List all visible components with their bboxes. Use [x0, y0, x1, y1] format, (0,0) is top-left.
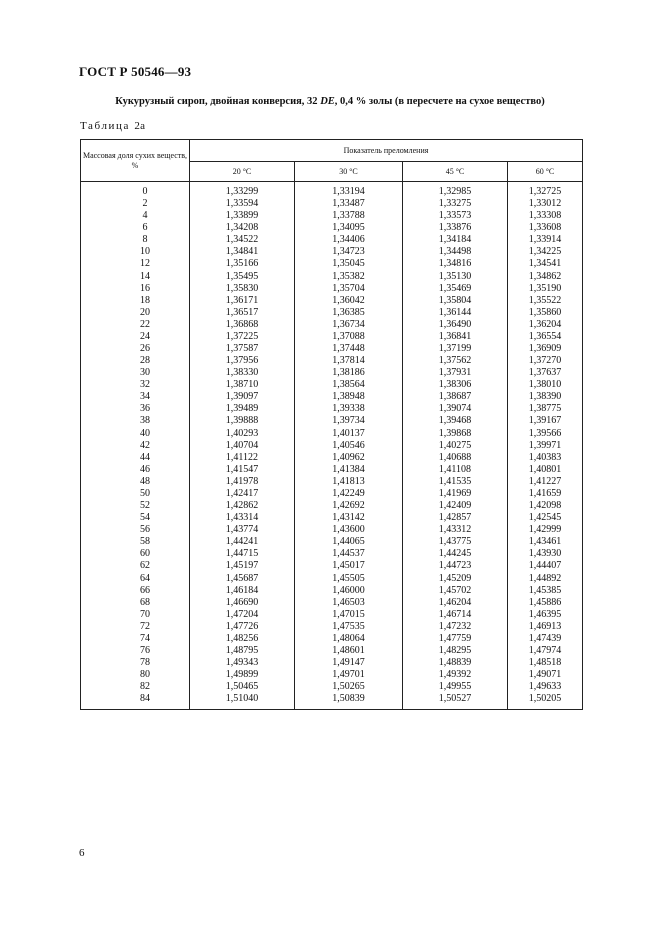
- table-row: [81, 258, 583, 270]
- refractive-index-cell: 1,41969: [403, 488, 508, 500]
- table-title: [80, 96, 580, 107]
- mass-fraction-cell: 64: [81, 573, 190, 585]
- temp-header-30: 30 °С: [295, 162, 403, 182]
- mass-fraction-cell: 10: [81, 246, 190, 258]
- refractive-index-cell: 1,36490: [403, 319, 508, 331]
- refractive-index-cell: 1,36385: [295, 307, 403, 319]
- table-row: [81, 307, 583, 319]
- refractive-index-cell: 1,39468: [403, 415, 508, 427]
- mass-fraction-cell: 50: [81, 488, 190, 500]
- refractive-index-cell: 1,43314: [190, 512, 295, 524]
- refractive-index-cell: 1,36868: [190, 319, 295, 331]
- refractive-index-cell: 1,41535: [403, 476, 508, 488]
- refractive-index-cell: 1,35522: [508, 295, 583, 307]
- refractive-index-cell: 1,35382: [295, 271, 403, 283]
- refractive-index-cell: 1,40137: [295, 428, 403, 440]
- refractive-index-cell: 1,42692: [295, 500, 403, 512]
- table-row: [81, 246, 583, 258]
- refractive-index-cell: 1,50205: [508, 693, 583, 710]
- mass-fraction-cell: 72: [81, 621, 190, 633]
- table-row: [81, 234, 583, 246]
- refractive-index-cell: 1,38186: [295, 367, 403, 379]
- refractive-index-cell: 1,41122: [190, 452, 295, 464]
- refractive-index-cell: 1,44723: [403, 560, 508, 572]
- mass-fraction-cell: 12: [81, 258, 190, 270]
- table-row: [81, 391, 583, 403]
- table-row: [81, 428, 583, 440]
- refractive-index-cell: 1,40546: [295, 440, 403, 452]
- mass-fraction-cell: 38: [81, 415, 190, 427]
- refractive-index-cell: 1,36204: [508, 319, 583, 331]
- mass-fraction-cell: 6: [81, 222, 190, 234]
- refractive-index-cell: 1,49899: [190, 669, 295, 681]
- mass-fraction-cell: 30: [81, 367, 190, 379]
- refractive-index-cell: 1,37587: [190, 343, 295, 355]
- refractive-index-cell: 1,35130: [403, 271, 508, 283]
- refractive-index-header: Показатель преломления: [190, 140, 583, 162]
- refractive-index-cell: 1,45702: [403, 585, 508, 597]
- refractive-index-cell: 1,33914: [508, 234, 583, 246]
- refractive-index-cell: 1,33308: [508, 210, 583, 222]
- refractive-index-cell: 1,46204: [403, 597, 508, 609]
- table-row: [81, 657, 583, 669]
- refractive-index-cell: 1,38710: [190, 379, 295, 391]
- table-row: [81, 633, 583, 645]
- refractive-index-cell: 1,43930: [508, 548, 583, 560]
- mass-fraction-cell: 54: [81, 512, 190, 524]
- table-row: [81, 367, 583, 379]
- mass-fraction-cell: 42: [81, 440, 190, 452]
- refractive-index-cell: 1,42857: [403, 512, 508, 524]
- refractive-index-cell: 1,50527: [403, 693, 508, 710]
- table-row: [81, 560, 583, 572]
- mass-fraction-cell: 68: [81, 597, 190, 609]
- refractive-index-cell: 1,46690: [190, 597, 295, 609]
- table-row: [81, 210, 583, 222]
- refractive-index-cell: 1,39734: [295, 415, 403, 427]
- refractive-index-cell: 1,43142: [295, 512, 403, 524]
- refractive-index-cell: 1,47974: [508, 645, 583, 657]
- refractive-index-cell: 1,36909: [508, 343, 583, 355]
- table-row: [81, 415, 583, 427]
- refractive-index-cell: 1,33594: [190, 198, 295, 210]
- mass-fraction-cell: 58: [81, 536, 190, 548]
- refractive-index-cell: 1,33012: [508, 198, 583, 210]
- refractive-index-cell: 1,37637: [508, 367, 583, 379]
- refractive-index-cell: 1,33299: [190, 182, 295, 199]
- table-row: [81, 295, 583, 307]
- refractive-index-cell: 1,32985: [403, 182, 508, 199]
- refractive-index-cell: 1,35830: [190, 283, 295, 295]
- mass-fraction-cell: 52: [81, 500, 190, 512]
- refractive-index-cell: 1,33608: [508, 222, 583, 234]
- mass-fraction-header: Массовая доля сухих веществ, %: [81, 140, 190, 182]
- mass-fraction-cell: 24: [81, 331, 190, 343]
- refractive-index-cell: 1,35860: [508, 307, 583, 319]
- table-row: [81, 512, 583, 524]
- refractive-index-cell: 1,42999: [508, 524, 583, 536]
- refractive-index-cell: 1,34208: [190, 222, 295, 234]
- refractive-index-cell: 1,49955: [403, 681, 508, 693]
- table-row: [81, 379, 583, 391]
- table-row: [81, 452, 583, 464]
- mass-fraction-cell: 76: [81, 645, 190, 657]
- refractive-index-cell: 1,39097: [190, 391, 295, 403]
- refractive-index-cell: 1,49392: [403, 669, 508, 681]
- mass-fraction-cell: 34: [81, 391, 190, 403]
- refractive-index-cell: 1,38564: [295, 379, 403, 391]
- table-row: [81, 271, 583, 283]
- refractive-index-cell: 1,41813: [295, 476, 403, 488]
- refractive-index-cell: 1,41227: [508, 476, 583, 488]
- mass-fraction-cell: 32: [81, 379, 190, 391]
- table-row: [81, 476, 583, 488]
- table-row: [81, 597, 583, 609]
- mass-fraction-cell: 56: [81, 524, 190, 536]
- refractive-index-cell: 1,33573: [403, 210, 508, 222]
- refractive-index-cell: 1,38390: [508, 391, 583, 403]
- refractive-index-cell: 1,42409: [403, 500, 508, 512]
- refractive-index-cell: 1,45197: [190, 560, 295, 572]
- mass-fraction-cell: 40: [81, 428, 190, 440]
- refractive-index-cell: 1,40704: [190, 440, 295, 452]
- refractive-index-cell: 1,47439: [508, 633, 583, 645]
- refractive-index-cell: 1,46395: [508, 609, 583, 621]
- refractive-index-cell: 1,47759: [403, 633, 508, 645]
- refractive-index-cell: 1,50265: [295, 681, 403, 693]
- refractive-index-cell: 1,42862: [190, 500, 295, 512]
- refractive-index-cell: 1,43775: [403, 536, 508, 548]
- table-row: [81, 331, 583, 343]
- refractive-index-cell: 1,32725: [508, 182, 583, 199]
- page-number: 6: [79, 847, 85, 859]
- refractive-index-table: [80, 139, 583, 710]
- refractive-index-cell: 1,38948: [295, 391, 403, 403]
- refractive-index-cell: 1,51040: [190, 693, 295, 710]
- refractive-index-cell: 1,40801: [508, 464, 583, 476]
- refractive-index-cell: 1,35190: [508, 283, 583, 295]
- refractive-index-cell: 1,42249: [295, 488, 403, 500]
- refractive-index-cell: 1,42098: [508, 500, 583, 512]
- refractive-index-cell: 1,42545: [508, 512, 583, 524]
- refractive-index-cell: 1,47726: [190, 621, 295, 633]
- refractive-index-cell: 1,38687: [403, 391, 508, 403]
- refractive-index-cell: 1,41384: [295, 464, 403, 476]
- refractive-index-cell: 1,43774: [190, 524, 295, 536]
- refractive-index-cell: 1,39888: [190, 415, 295, 427]
- refractive-index-cell: 1,45017: [295, 560, 403, 572]
- refractive-index-cell: 1,40275: [403, 440, 508, 452]
- refractive-index-cell: 1,44241: [190, 536, 295, 548]
- refractive-index-cell: 1,43312: [403, 524, 508, 536]
- refractive-index-cell: 1,36171: [190, 295, 295, 307]
- title-text-start: Кукурузный сироп, двойная конверсия, 32: [115, 96, 321, 107]
- refractive-index-cell: 1,49071: [508, 669, 583, 681]
- refractive-index-cell: 1,40293: [190, 428, 295, 440]
- refractive-index-cell: 1,37931: [403, 367, 508, 379]
- refractive-index-cell: 1,39074: [403, 403, 508, 415]
- refractive-index-cell: 1,45385: [508, 585, 583, 597]
- refractive-index-cell: 1,44715: [190, 548, 295, 560]
- mass-fraction-cell: 14: [81, 271, 190, 283]
- table-row: [81, 319, 583, 331]
- refractive-index-cell: 1,49701: [295, 669, 403, 681]
- mass-fraction-cell: 60: [81, 548, 190, 560]
- mass-fraction-cell: 22: [81, 319, 190, 331]
- refractive-index-cell: 1,47204: [190, 609, 295, 621]
- refractive-index-cell: 1,46714: [403, 609, 508, 621]
- mass-fraction-cell: 80: [81, 669, 190, 681]
- refractive-index-cell: 1,37448: [295, 343, 403, 355]
- refractive-index-cell: 1,35704: [295, 283, 403, 295]
- refractive-index-cell: 1,39489: [190, 403, 295, 415]
- refractive-index-cell: 1,38775: [508, 403, 583, 415]
- table-row: [81, 585, 583, 597]
- title-text-end: , 0,4 % золы (в пересчете на сухое вещество): [334, 96, 545, 107]
- refractive-index-cell: 1,34406: [295, 234, 403, 246]
- refractive-index-cell: 1,43600: [295, 524, 403, 536]
- refractive-index-cell: 1,50465: [190, 681, 295, 693]
- mass-fraction-cell: 46: [81, 464, 190, 476]
- table-row: [81, 283, 583, 295]
- table-row: [81, 198, 583, 210]
- table-row: [81, 524, 583, 536]
- table-row: [81, 488, 583, 500]
- refractive-index-cell: 1,40962: [295, 452, 403, 464]
- refractive-index-cell: 1,48795: [190, 645, 295, 657]
- refractive-index-cell: 1,34816: [403, 258, 508, 270]
- refractive-index-cell: 1,48839: [403, 657, 508, 669]
- document-header: ГОСТ Р 50546—93: [79, 64, 192, 79]
- refractive-index-cell: 1,44065: [295, 536, 403, 548]
- refractive-index-cell: 1,46000: [295, 585, 403, 597]
- refractive-index-cell: 1,37088: [295, 331, 403, 343]
- temp-header-20: 20 °С: [190, 162, 295, 182]
- table-row: [81, 548, 583, 560]
- refractive-index-cell: 1,48295: [403, 645, 508, 657]
- refractive-index-cell: 1,36144: [403, 307, 508, 319]
- refractive-index-cell: 1,39167: [508, 415, 583, 427]
- mass-fraction-cell: 8: [81, 234, 190, 246]
- refractive-index-cell: 1,45209: [403, 573, 508, 585]
- table-row: [81, 440, 583, 452]
- refractive-index-cell: 1,48601: [295, 645, 403, 657]
- mass-fraction-cell: 82: [81, 681, 190, 693]
- refractive-index-cell: 1,48256: [190, 633, 295, 645]
- refractive-index-cell: 1,41547: [190, 464, 295, 476]
- refractive-index-cell: 1,36841: [403, 331, 508, 343]
- refractive-index-cell: 1,45505: [295, 573, 403, 585]
- table-row: [81, 182, 583, 199]
- refractive-index-cell: 1,46503: [295, 597, 403, 609]
- refractive-index-cell: 1,42417: [190, 488, 295, 500]
- refractive-index-cell: 1,34723: [295, 246, 403, 258]
- refractive-index-cell: 1,44407: [508, 560, 583, 572]
- table-row: [81, 403, 583, 415]
- mass-fraction-cell: 36: [81, 403, 190, 415]
- mass-fraction-cell: 28: [81, 355, 190, 367]
- refractive-index-cell: 1,37270: [508, 355, 583, 367]
- refractive-index-cell: 1,35469: [403, 283, 508, 295]
- mass-fraction-cell: 74: [81, 633, 190, 645]
- table-row: [81, 681, 583, 693]
- refractive-index-cell: 1,41659: [508, 488, 583, 500]
- refractive-index-cell: 1,38010: [508, 379, 583, 391]
- refractive-index-cell: 1,33788: [295, 210, 403, 222]
- refractive-index-cell: 1,34095: [295, 222, 403, 234]
- refractive-index-cell: 1,44245: [403, 548, 508, 560]
- refractive-index-cell: 1,34184: [403, 234, 508, 246]
- mass-fraction-cell: 78: [81, 657, 190, 669]
- refractive-index-cell: 1,36554: [508, 331, 583, 343]
- refractive-index-cell: 1,34225: [508, 246, 583, 258]
- refractive-index-cell: 1,48064: [295, 633, 403, 645]
- mass-fraction-cell: 48: [81, 476, 190, 488]
- refractive-index-cell: 1,49633: [508, 681, 583, 693]
- refractive-index-cell: 1,35166: [190, 258, 295, 270]
- refractive-index-cell: 1,35045: [295, 258, 403, 270]
- table-row: [81, 609, 583, 621]
- refractive-index-cell: 1,38306: [403, 379, 508, 391]
- refractive-index-cell: 1,47232: [403, 621, 508, 633]
- refractive-index-cell: 1,33876: [403, 222, 508, 234]
- refractive-index-cell: 1,39338: [295, 403, 403, 415]
- mass-fraction-cell: 18: [81, 295, 190, 307]
- table-row: [81, 645, 583, 657]
- refractive-index-cell: 1,33275: [403, 198, 508, 210]
- mass-fraction-cell: 16: [81, 283, 190, 295]
- refractive-index-cell: 1,33194: [295, 182, 403, 199]
- table-row: [81, 343, 583, 355]
- refractive-index-cell: 1,40688: [403, 452, 508, 464]
- refractive-index-cell: 1,37562: [403, 355, 508, 367]
- temp-header-60: 60 °С: [508, 162, 583, 182]
- refractive-index-cell: 1,37225: [190, 331, 295, 343]
- temp-header-45: 45 °С: [403, 162, 508, 182]
- refractive-index-cell: 1,37814: [295, 355, 403, 367]
- refractive-index-cell: 1,33899: [190, 210, 295, 222]
- refractive-index-cell: 1,34498: [403, 246, 508, 258]
- mass-fraction-cell: 20: [81, 307, 190, 319]
- table-row: [81, 222, 583, 234]
- refractive-index-cell: 1,33487: [295, 198, 403, 210]
- table-row: [81, 669, 583, 681]
- table-row: [81, 355, 583, 367]
- refractive-index-cell: 1,45886: [508, 597, 583, 609]
- table-row: [81, 621, 583, 633]
- refractive-index-cell: 1,34541: [508, 258, 583, 270]
- refractive-index-cell: 1,46184: [190, 585, 295, 597]
- refractive-index-cell: 1,47015: [295, 609, 403, 621]
- refractive-index-cell: 1,41978: [190, 476, 295, 488]
- refractive-index-cell: 1,38330: [190, 367, 295, 379]
- refractive-index-cell: 1,37956: [190, 355, 295, 367]
- table-label: [80, 120, 145, 132]
- mass-fraction-cell: 0: [81, 182, 190, 199]
- refractive-index-cell: 1,50839: [295, 693, 403, 710]
- table-label-word: Таблица: [80, 120, 130, 132]
- table-row: [81, 536, 583, 548]
- refractive-index-cell: 1,40383: [508, 452, 583, 464]
- refractive-index-cell: 1,48518: [508, 657, 583, 669]
- refractive-index-cell: 1,46913: [508, 621, 583, 633]
- title-text-italic: DE: [320, 96, 335, 107]
- refractive-index-cell: 1,39566: [508, 428, 583, 440]
- refractive-index-cell: 1,39971: [508, 440, 583, 452]
- refractive-index-cell: 1,34862: [508, 271, 583, 283]
- table-row: [81, 693, 583, 710]
- refractive-index-cell: 1,34841: [190, 246, 295, 258]
- mass-fraction-cell: 44: [81, 452, 190, 464]
- refractive-index-cell: 1,35495: [190, 271, 295, 283]
- refractive-index-cell: 1,39868: [403, 428, 508, 440]
- refractive-index-cell: 1,44892: [508, 573, 583, 585]
- refractive-index-cell: 1,43461: [508, 536, 583, 548]
- mass-fraction-cell: 4: [81, 210, 190, 222]
- refractive-index-cell: 1,37199: [403, 343, 508, 355]
- mass-fraction-cell: 66: [81, 585, 190, 597]
- refractive-index-cell: 1,45687: [190, 573, 295, 585]
- mass-fraction-cell: 26: [81, 343, 190, 355]
- refractive-index-cell: 1,35804: [403, 295, 508, 307]
- table-label-number: 2а: [134, 120, 146, 132]
- table-row: [81, 500, 583, 512]
- refractive-index-cell: 1,36734: [295, 319, 403, 331]
- refractive-index-cell: 1,34522: [190, 234, 295, 246]
- refractive-index-cell: 1,41108: [403, 464, 508, 476]
- refractive-index-cell: 1,47535: [295, 621, 403, 633]
- table-row: [81, 573, 583, 585]
- table-row: [81, 464, 583, 476]
- mass-fraction-cell: 62: [81, 560, 190, 572]
- mass-fraction-cell: 70: [81, 609, 190, 621]
- refractive-index-cell: 1,44537: [295, 548, 403, 560]
- mass-fraction-cell: 2: [81, 198, 190, 210]
- table-body: [81, 182, 583, 710]
- refractive-index-cell: 1,36517: [190, 307, 295, 319]
- refractive-index-cell: 1,49147: [295, 657, 403, 669]
- refractive-index-cell: 1,36042: [295, 295, 403, 307]
- mass-fraction-cell: 84: [81, 693, 190, 710]
- refractive-index-cell: 1,49343: [190, 657, 295, 669]
